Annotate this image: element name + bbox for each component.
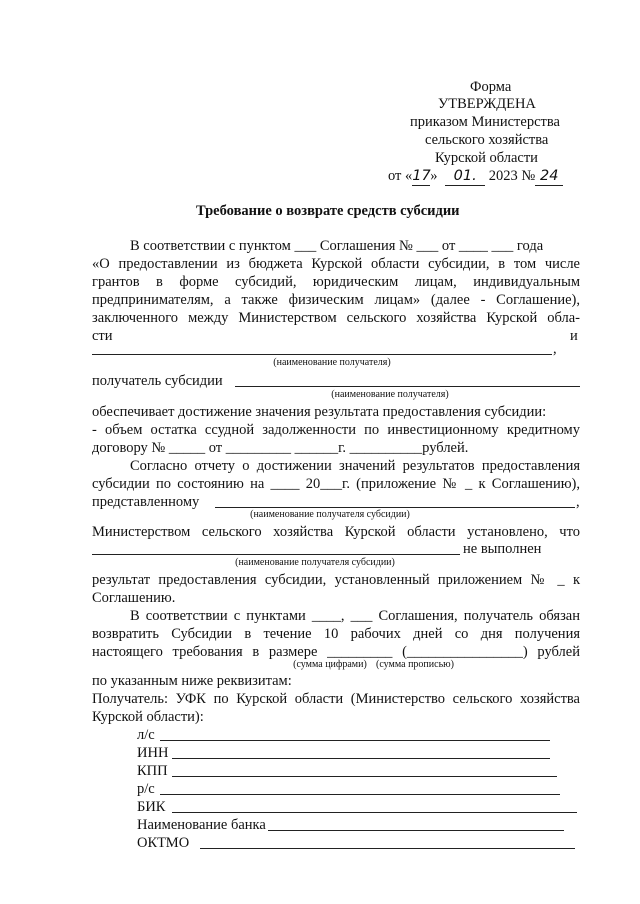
caption-sum-digits: (сумма цифрами) [293,659,367,670]
p4-line4: по указанным ниже реквизитам: [92,673,292,689]
requisite-line-oktmo [200,848,575,849]
p3-line4: Соглашению. [92,590,176,606]
requisite-label-ls: л/с [137,727,155,743]
ensures-text: обеспечивает достижение значения результата предоставления субсидии: [92,404,547,420]
header-form: Форма [470,79,512,95]
requisite-label-inn: ИНН [137,745,169,761]
requisite-line-rs [160,794,560,795]
requisite-label-bank: Наименование банка [137,817,266,833]
caption-recipient-3: (наименование получателя субсидии) [250,509,410,520]
recipient-name-line-1 [92,354,552,355]
caption-recipient-4: (наименование получателя субсидии) [235,557,395,568]
header-region: Курской области [435,150,538,166]
p3-line1: Министерством сельского хозяйства Курской области установлено, что [92,524,580,540]
requisite-line-inn [172,758,550,759]
recipient-label: получатель субсидии [92,373,223,389]
date-month-handwritten: 01. [445,167,485,186]
recipient-name-line-2 [235,386,580,387]
p1-line3: грантов в форме субсидий, юридическим лицам, индивидуальным [92,274,580,290]
date-year: 2023 № [488,168,536,184]
header-date [388,167,563,186]
p1-line4: предпринимателям, а также физическим лицам» (далее - Соглашение), [92,292,580,308]
p3-line3: результат предоставления субсидии, установленный приложением № _ к [92,572,580,588]
document-title: Требование о возврате средств субсидии [196,203,460,219]
p1-line1: В соответствии с пунктом ___ Соглашения № ___ от ____ ___ года [130,238,544,254]
bullet-line2: договору № _____ от _________ ______г. __________рублей. [92,440,469,456]
caption-recipient-2: (наименование получателя) [331,389,449,400]
p1-line5: заключенного между Министерством сельского хозяйства Курской обла- [92,310,580,326]
requisite-line-bank [268,830,564,831]
header-ministry: сельского хозяйства [425,132,549,148]
caption-recipient-1: (наименование получателя) [273,357,391,368]
payee-line2: Курской области): [92,709,204,725]
order-number-handwritten: 24 [535,167,563,186]
date-mid: » [430,168,438,184]
p4-line1: В соответствии с пунктами ____, ___ Соглашения, получатель обязан [130,608,580,624]
requisite-label-rs: р/с [137,781,155,797]
requisite-label-oktmo: ОКТМО [137,835,190,851]
payee-line1: Получатель: УФК по Курской области (Министерство сельского хозяйства [92,691,580,707]
p2-line3: представленному [92,494,200,510]
requisite-line-ls [160,740,550,741]
p1-line6-end: и [570,328,578,344]
requisite-label-bik: БИК [137,799,166,815]
p4-line3: настоящего требования в размере _________ (________________) рублей [92,644,580,660]
requisite-line-bik [172,812,577,813]
presented-by-line [215,507,575,508]
date-prefix: от « [388,168,413,184]
p2-line2: субсидии по состоянию на ____ 20___г. (приложение № _ к Соглашению), [92,476,580,492]
header-approved: УТВЕРЖДЕНА [438,96,536,112]
requisite-label-kpp: КПП [137,763,168,779]
caption-sum-words: (сумма прописью) [376,659,454,670]
p1-line2: «О предоставлении из бюджета Курской области субсидии, в том числе [92,256,580,272]
p4-line2: возвратить Субсидии в течение 10 рабочих дней со дня получения [92,626,580,642]
comma-2: , [576,494,580,510]
bullet-line1: - объем остатка ссудной задолженности по инвестиционному кредитному [92,422,580,438]
requisite-line-kpp [172,776,557,777]
header-order: приказом Министерства [410,114,560,130]
p1-line6-start: сти [92,328,113,344]
not-fulfilled: не выполнен [463,541,542,557]
recipient-name-line-3 [92,554,460,555]
date-day-handwritten: 17 [412,168,431,184]
comma-1: , [553,341,557,357]
p2-line1: Согласно отчету о достижении значений результатов предоставления [130,458,580,474]
